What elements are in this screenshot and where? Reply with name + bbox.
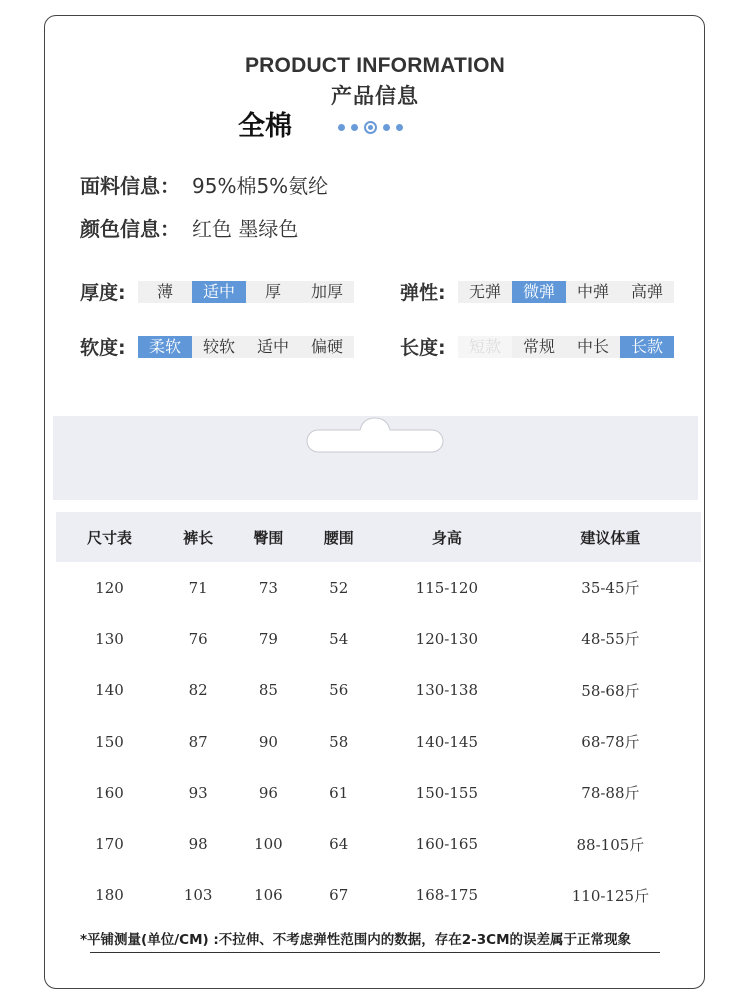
cell-pants-length: 93 [188, 783, 208, 802]
cell-size: 130 [95, 629, 124, 648]
header-pants-length: 裤长 [163, 512, 233, 562]
thickness-label: 厚度: [80, 282, 126, 304]
table-row [56, 665, 701, 716]
option-soft: 柔软 [138, 336, 192, 358]
elasticity-options [458, 281, 674, 303]
attr-thickness [80, 278, 354, 305]
cell-size: 180 [95, 886, 124, 905]
footnote-underline [90, 952, 660, 953]
cell-weight: 48-55斤 [581, 630, 640, 649]
cell-hip: 73 [258, 578, 278, 597]
title-chinese: 产品信息 [331, 84, 419, 108]
header-size: 尺寸表 [56, 512, 163, 562]
header-hip: 臀围 [233, 512, 303, 562]
cell-hip: 106 [254, 886, 283, 905]
cell-height: 115-120 [415, 578, 478, 597]
table-row [56, 613, 701, 664]
cell-pants-length: 71 [188, 578, 208, 597]
option-medium: 适中 [192, 281, 246, 303]
cell-weight: 68-78斤 [581, 733, 640, 752]
hanger-hole-icon [53, 416, 698, 500]
cell-waist: 54 [329, 629, 349, 648]
cell-hip: 96 [258, 783, 278, 802]
hanger-tag-panel [53, 416, 698, 500]
option-slight-stretch: 微弹 [512, 281, 566, 303]
cell-waist: 67 [329, 886, 349, 905]
cell-hip: 85 [258, 681, 278, 700]
option-stiff: 偏硬 [310, 336, 343, 356]
option-medium-stretch: 中弹 [576, 281, 609, 301]
cell-size: 140 [95, 681, 124, 700]
dot-icon [396, 124, 403, 131]
cell-hip: 100 [254, 835, 283, 854]
cell-pants-length: 76 [188, 629, 208, 648]
option-mid-length: 中长 [576, 336, 609, 356]
option-long: 长款 [620, 336, 674, 358]
color-info [80, 213, 298, 242]
attr-softness [80, 333, 354, 360]
table-header-row [56, 512, 701, 562]
cell-waist: 52 [329, 578, 349, 597]
dot-icon [351, 124, 358, 131]
cell-pants-length: 103 [183, 886, 213, 905]
size-table [56, 512, 701, 921]
cell-height: 120-130 [415, 629, 478, 648]
cell-size: 150 [95, 732, 124, 751]
attr-length [400, 333, 674, 360]
cell-height: 168-175 [415, 886, 478, 905]
measurement-footnote: *平铺测量(单位/CM) :不拉伸、不考虑弹性范围内的数据，存在2-3CM的误差属于正常现象 [80, 932, 632, 948]
table-row [56, 716, 701, 767]
color-value: 红色 墨绿色 [192, 217, 299, 241]
cell-weight: 58-68斤 [581, 681, 640, 700]
option-regular: 常规 [522, 336, 555, 356]
dot-ring-icon [364, 121, 377, 134]
cell-waist: 56 [329, 681, 349, 700]
cell-height: 130-138 [415, 681, 478, 700]
option-no-stretch: 无弹 [468, 281, 501, 301]
cell-hip: 90 [258, 732, 278, 751]
decorative-dots [338, 117, 403, 137]
option-thick: 厚 [264, 281, 281, 301]
cell-weight: 110-125斤 [571, 886, 650, 905]
softness-options [138, 336, 354, 358]
header-waist: 腰围 [304, 512, 374, 562]
material-name: 全棉 [238, 111, 292, 142]
option-short: 短款 [458, 336, 512, 358]
cell-weight: 35-45斤 [581, 579, 640, 598]
fabric-info [80, 170, 328, 199]
cell-waist: 64 [329, 835, 349, 854]
cell-height: 150-155 [415, 783, 478, 802]
length-options [458, 336, 674, 358]
length-label: 长度: [400, 337, 446, 359]
cell-waist: 58 [329, 732, 349, 751]
cell-size: 160 [95, 783, 124, 802]
cell-pants-length: 82 [188, 681, 208, 700]
table-row [56, 818, 701, 869]
cell-hip: 79 [258, 629, 278, 648]
option-extra-thick: 加厚 [310, 281, 343, 301]
fabric-label: 面料信息： [80, 174, 180, 198]
cell-weight: 88-105斤 [576, 835, 645, 854]
cell-size: 170 [95, 835, 124, 854]
softness-label: 软度: [80, 337, 126, 359]
thickness-options [138, 281, 354, 303]
option-moderate: 适中 [256, 336, 289, 356]
fabric-value: 95%棉5%氨纶 [192, 174, 329, 198]
cell-height: 140-145 [415, 732, 478, 751]
cell-height: 160-165 [415, 835, 478, 854]
header-height: 身高 [374, 512, 520, 562]
table-row [56, 870, 701, 921]
title-english: PRODUCT INFORMATION [244, 54, 506, 77]
table-row [56, 562, 701, 613]
header-weight: 建议体重 [520, 512, 701, 562]
attr-elasticity [400, 278, 674, 305]
dot-icon [338, 124, 345, 131]
cell-weight: 78-88斤 [581, 784, 640, 803]
option-high-stretch: 高弹 [630, 281, 663, 301]
cell-waist: 61 [329, 783, 349, 802]
cell-size: 120 [95, 578, 124, 597]
table-row [56, 767, 701, 818]
cell-pants-length: 87 [188, 732, 208, 751]
dot-icon [383, 124, 390, 131]
option-thin: 薄 [156, 281, 173, 301]
color-label: 颜色信息： [80, 217, 180, 241]
cell-pants-length: 98 [188, 835, 208, 854]
elasticity-label: 弹性: [400, 282, 446, 304]
option-fairly-soft: 较软 [202, 336, 235, 356]
